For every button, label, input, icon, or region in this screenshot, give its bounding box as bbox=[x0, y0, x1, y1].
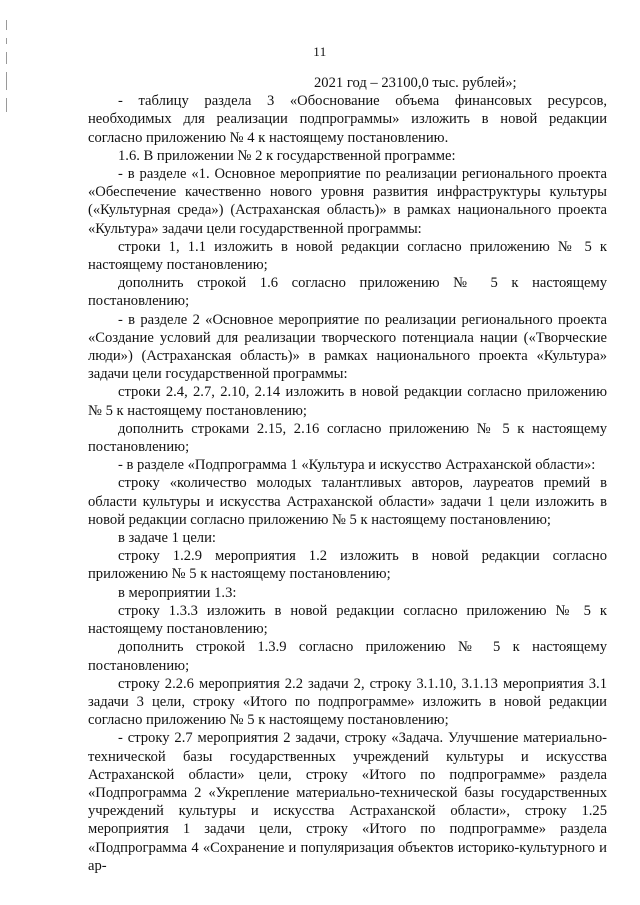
paragraph: строку 1.2.9 мероприятия 1.2 изложить в новой редакции согласно приложению № 5 к настоящему постановлению; bbox=[88, 548, 607, 583]
paragraph: дополнить строками 2.15, 2.16 согласно приложению № 5 к настоящему постановлению; bbox=[88, 420, 607, 456]
paragraph: в задаче 1 цели: bbox=[118, 530, 216, 547]
paragraph: 2021 год – 23100,0 тыс. рублей»; bbox=[314, 75, 517, 91]
paragraph: 1.6. В приложении № 2 к государственной программе: bbox=[118, 147, 456, 164]
document-body bbox=[88, 74, 607, 875]
paragraph: строку 1.3.3 изложить в новой редакции согласно приложению № 5 к настоящему постановлению; bbox=[88, 602, 607, 638]
paragraph: в мероприятии 1.3: bbox=[118, 584, 237, 601]
paragraph: строки 1, 1.1 изложить в новой редакции согласно приложению № 5 к настоящему постановлению; bbox=[88, 238, 607, 274]
paragraph: - в разделе «1. Основное мероприятие по реализации регионального проекта «Обеспечение качественно нового уровня развития инфраструктуры культуры («Культурная среда») (Астраханская область)» в рамках национального проекта «Культура» задачи цели государственной программы: bbox=[88, 166, 607, 237]
paragraph: строку «количество молодых талантливых авторов, лауреатов премий в области культуры и искусства Астраханской области» задачи 1 цели изложить в новой редакции согласно приложению № 5 к настоящему постановлению; bbox=[88, 475, 607, 528]
scan-margin-marks bbox=[6, 0, 10, 180]
paragraph: - строку 2.7 мероприятия 2 задачи, строку «Задача. Улучшение материально-технической базы государственных учреждений культуры и искусства Астраханской области» цели, строку «Итого по подпрограмме» раздела «Подпрограмма 2 «Укрепление материально-технической базы государственных учреждений культуры и искусства Астраханской области», строку 1.25 мероприятия 1 задачи цели, строку «Итого по подпрограмме» раздела «Подпрограмма 4 «Сохранение и популяризация объектов историко-культурного и ар- bbox=[88, 730, 607, 874]
paragraph: строки 2.4, 2.7, 2.10, 2.14 изложить в новой редакции согласно приложению № 5 к настоящему постановлению; bbox=[88, 384, 607, 419]
paragraph: строку 2.2.6 мероприятия 2.2 задачи 2, строку 3.1.10, 3.1.13 мероприятия 3.1 задачи 3 цели, строку «Итого по подпрограмме» изложить в новой редакции согласно приложению № 5 к настоящему постановлению; bbox=[88, 675, 607, 729]
paragraph: - в разделе 2 «Основное мероприятие по реализации регионального проекта «Создание условий для реализации творческого потенциала нации («Творческие люди») (Астраханская область)» в рамках национального проекта «Культура» задачи цели государственной программы: bbox=[88, 311, 607, 383]
paragraph: дополнить строкой 1.3.9 согласно приложению № 5 к настоящему постановлению; bbox=[88, 639, 607, 674]
paragraph: - таблицу раздела 3 «Обоснование объема финансовых ресурсов, необходимых для реализации подпрограммы» изложить в новой редакции согласно приложению № 4 к настоящему постановлению. bbox=[88, 93, 607, 146]
paragraph: дополнить строкой 1.6 согласно приложению № 5 к настоящему постановлению; bbox=[88, 275, 607, 310]
page-number: 11 bbox=[313, 44, 327, 59]
paragraph: - в разделе «Подпрограмма 1 «Культура и искусство Астраханской области»: bbox=[118, 457, 596, 474]
